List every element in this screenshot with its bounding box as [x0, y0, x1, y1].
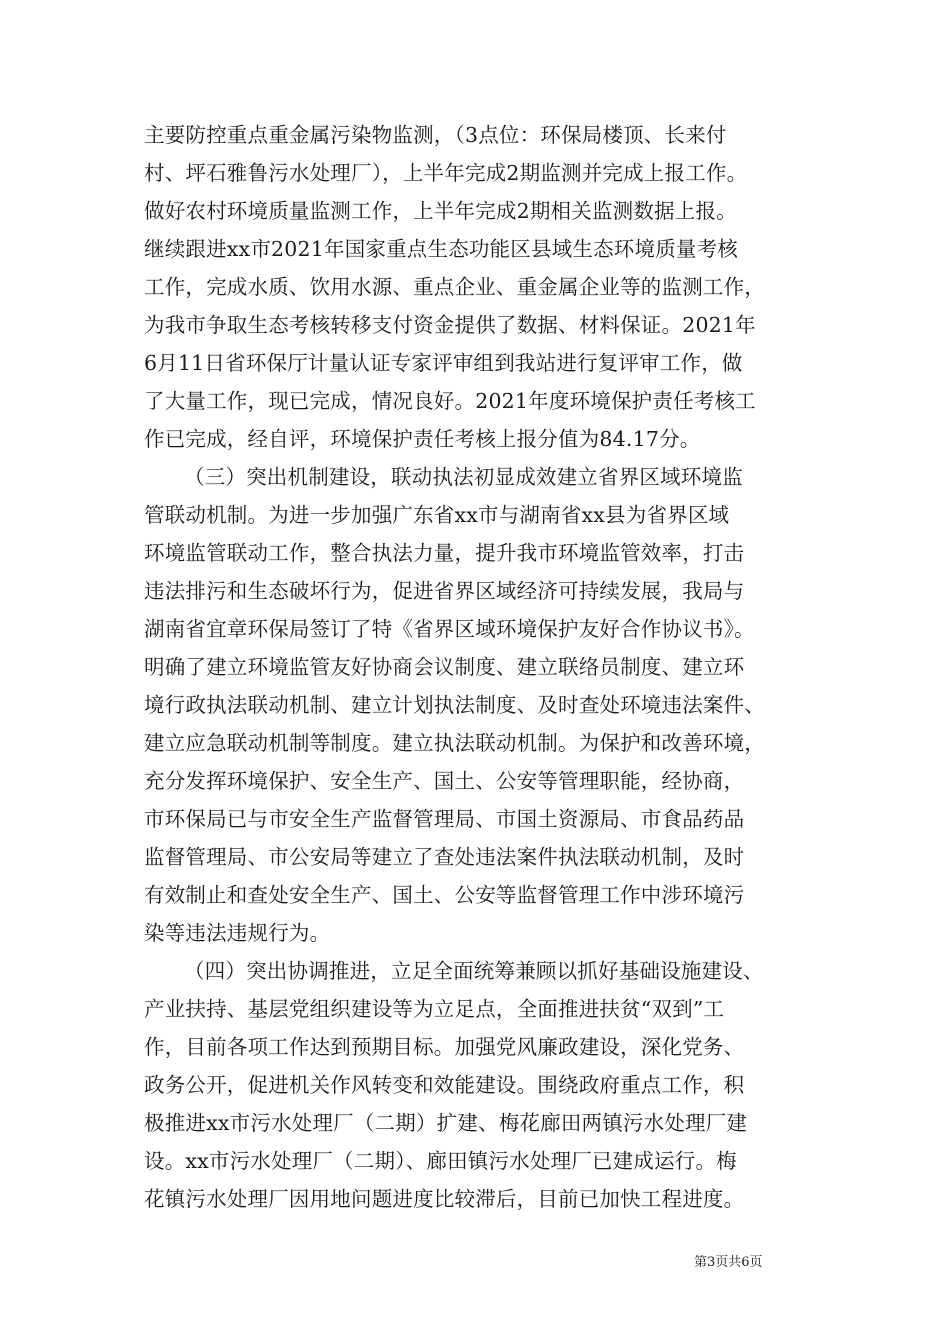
text-line: 做好农村环境质量监测工作，上半年完成2期相关监测数据上报。 [144, 199, 737, 223]
text-line: （三）突出机制建设，联动执法初显成效建立省界区域环境监 [184, 465, 743, 489]
text-line: 6月11日省环保厅计量认证专家评审组到我站进行复评审工作，做 [144, 351, 743, 375]
text-line: 村、坪石雅鲁污水处理厂），上半年完成2期监测并完成上报工作。 [144, 161, 748, 185]
page-number: 第3页共6页 [694, 1255, 763, 1270]
text-line: 继续跟进xx市2021年国家重点生态功能区县域生态环境质量考核 [144, 237, 738, 261]
text-line: 作已完成，经自评，环境保护责任考核上报分值为84.17分。 [144, 427, 701, 451]
text-line: 主要防控重点重金属污染物监测，（3点位：环保局楼顶、长来付 [144, 123, 727, 147]
text-line: 市环保局已与市安全生产监督管理局、市国土资源局、市食品药品 [144, 807, 745, 831]
text-line: 了大量工作，现已完成，情况良好。2021年度环境保护责任考核工 [144, 389, 756, 413]
text-line: 产业扶持、基层党组织建设等为立足点，全面推进扶贫“双到”工 [144, 997, 725, 1021]
text-line: 染等违法违规行为。 [144, 921, 331, 945]
text-line: 湖南省宜章环保局签订了特《省界区域环境保护友好合作协议书》。 [144, 617, 755, 641]
text-line: 环境监管联动工作，整合执法力量，提升我市环境监管效率，打击 [144, 541, 745, 565]
text-line: 极推进xx市污水处理厂（二期）扩建、梅花廊田两镇污水处理厂建 [144, 1111, 748, 1135]
text-line: 作，目前各项工作达到预期目标。加强党风廉政建设，深化党务、 [144, 1035, 745, 1059]
text-line: 为我市争取生态考核转移支付资金提供了数据、材料保证。2021年 [144, 313, 756, 337]
text-line: 政务公开，促进机关作风转变和效能建设。围绕政府重点工作，积 [144, 1073, 745, 1097]
text-line: 设。xx市污水处理厂（二期）、廊田镇污水处理厂已建成运行。梅 [144, 1149, 737, 1173]
text-line: 境行政执法联动机制、建立计划执法制度、及时查处环境违法案件、 [144, 693, 765, 717]
text-line: 有效制止和查处安全生产、国土、公安等监督管理工作中涉环境污 [144, 883, 745, 907]
text-line: 工作，完成水质、饮用水源、重点企业、重金属企业等的监测工作， [144, 275, 765, 299]
text-line: 监督管理局、市公安局等建立了查处违法案件执法联动机制，及时 [144, 845, 745, 869]
text-line: 充分发挥环境保护、安全生产、国土、公安等管理职能，经协商， [144, 769, 745, 793]
text-line: 建立应急联动机制等制度。建立执法联动机制。为保护和改善环境， [144, 731, 765, 755]
text-line: 管联动机制。为进一步加强广东省xx市与湖南省xx县为省界区域 [144, 503, 730, 527]
text-line: 明确了建立环境监管友好协商会议制度、建立联络员制度、建立环 [144, 655, 745, 679]
text-line: （四）突出协调推进，立足全面统筹兼顾以抓好基础设施建设、 [184, 959, 764, 983]
text-line: 花镇污水处理厂因用地问题进度比较滞后，目前已加快工程进度。 [144, 1187, 745, 1211]
text-line: 违法排污和生态破坏行为，促进省界区域经济可持续发展，我局与 [144, 579, 745, 603]
